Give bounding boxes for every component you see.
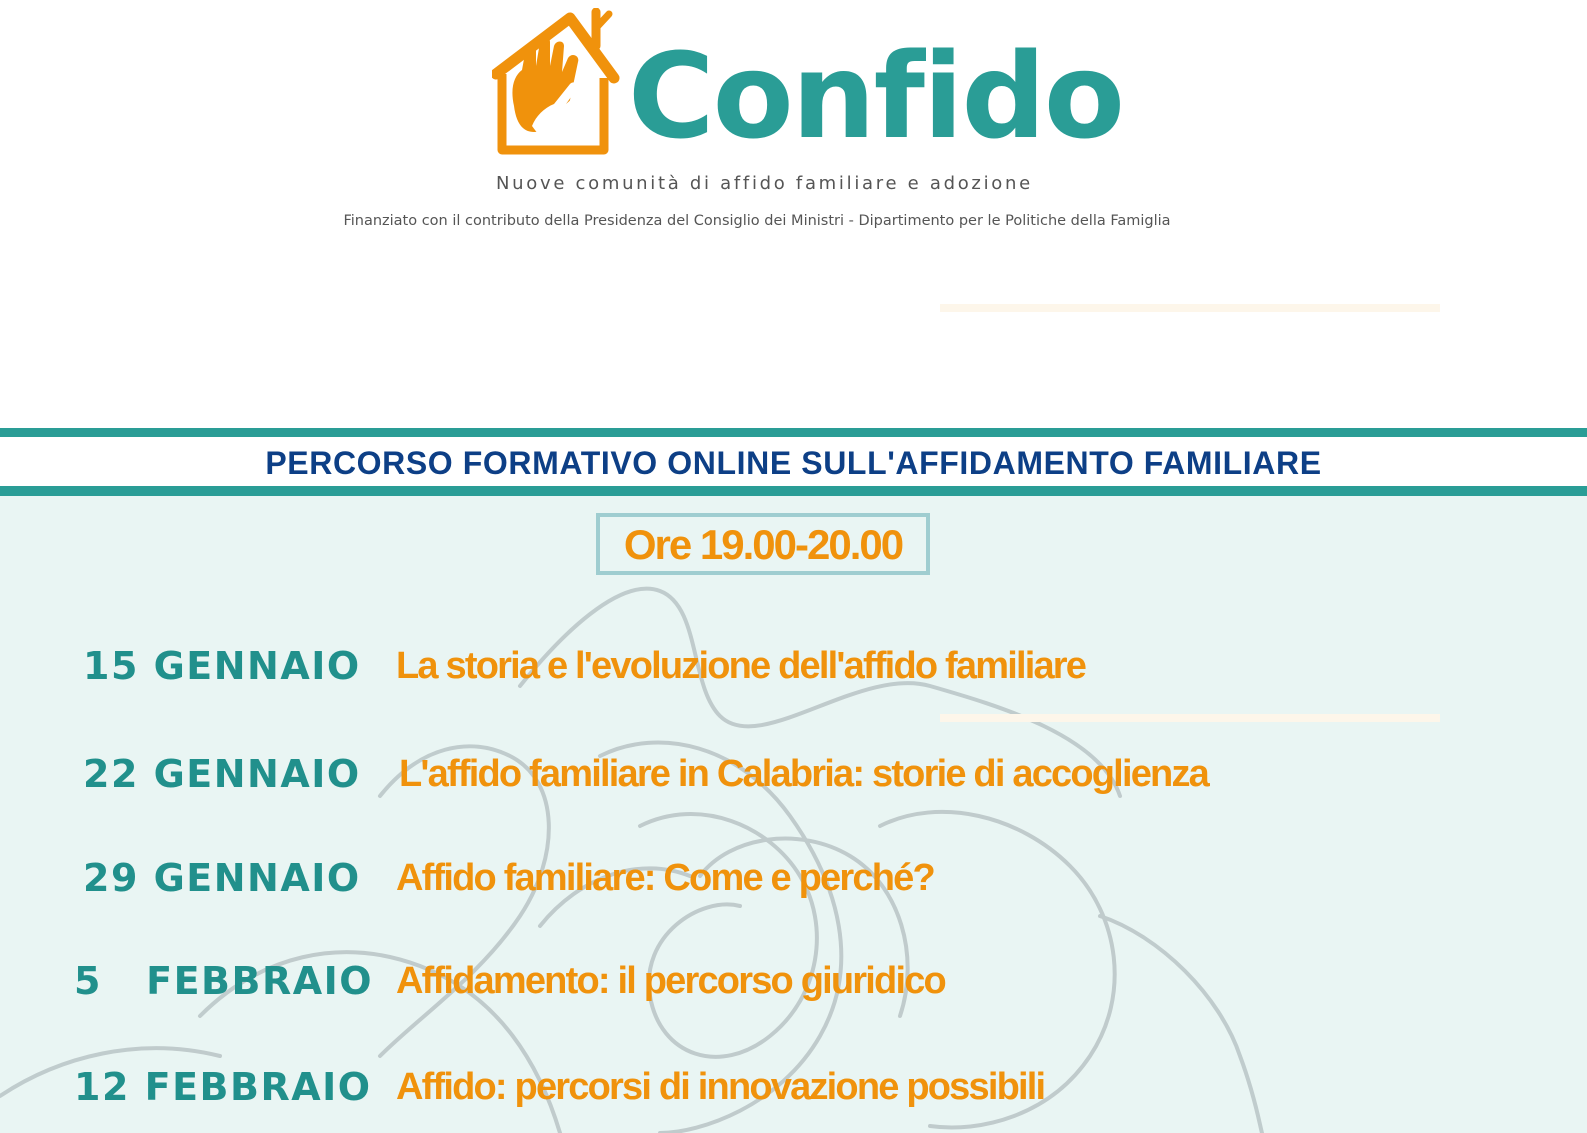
funding-note: Finanziato con il contributo della Presidenza del Consiglio dei Ministri - Dipartimento per le Politiche della Famiglia	[343, 213, 1171, 229]
decorative-divider	[940, 714, 1440, 722]
logo-tagline: Nuove comunità di affido familiare e adozione	[496, 173, 1033, 194]
session-topic: Affido: percorsi di innovazione possibili	[396, 1066, 1045, 1108]
header	[0, 0, 1587, 430]
session-date: 29 GENNAIO	[83, 856, 361, 900]
time-slot-badge: Ore 19.00-20.00	[596, 513, 930, 575]
session-topic: L'affido familiare in Calabria: storie di accoglienza	[399, 753, 1208, 795]
session-row	[0, 951, 1587, 1011]
logo-wordmark: Confido	[628, 27, 1123, 165]
session-row	[0, 1057, 1587, 1117]
banner-top-stripe	[0, 428, 1587, 437]
session-row	[0, 848, 1587, 908]
banner-title: PERCORSO FORMATIVO ONLINE SULL'AFFIDAMENTO FAMILIARE	[0, 437, 1587, 486]
decorative-swirl-lines	[0, 496, 1587, 1133]
session-date: 12 FEBBRAIO	[74, 1065, 372, 1109]
banner-bottom-stripe	[0, 486, 1587, 496]
session-topic: Affidamento: il percorso giuridico	[396, 960, 945, 1002]
session-topic: Affido familiare: Come e perché?	[396, 857, 934, 899]
house-hands-logo-icon	[492, 8, 622, 158]
decorative-divider	[940, 304, 1440, 312]
session-date: 5 FEBBRAIO	[74, 959, 374, 1003]
session-date: 22 GENNAIO	[83, 752, 361, 796]
session-topic: La storia e l'evoluzione dell'affido familiare	[396, 645, 1086, 687]
session-date: 15 GENNAIO	[83, 644, 361, 688]
schedule-section	[0, 496, 1587, 1133]
session-row	[0, 636, 1587, 696]
session-row	[0, 744, 1587, 804]
